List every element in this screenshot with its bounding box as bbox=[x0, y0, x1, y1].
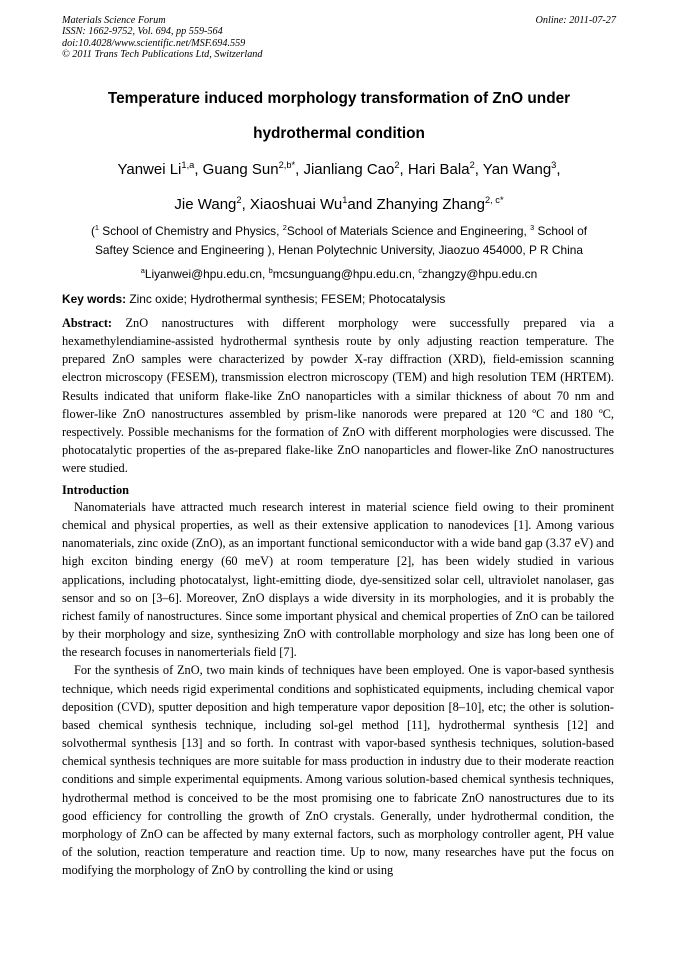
introduction-body bbox=[62, 498, 614, 879]
author-affiliation-mark: 3 bbox=[551, 159, 557, 170]
email-mark: b bbox=[268, 265, 273, 275]
doi-line: doi:10.4028/www.scientific.net/MSF.694.559 bbox=[62, 37, 246, 49]
author-name: Jie Wang bbox=[174, 196, 237, 213]
author-affiliation-mark: 1 bbox=[342, 194, 348, 205]
author-affiliation-mark: 2 bbox=[236, 194, 242, 205]
author-name: , Hari Bala bbox=[399, 161, 470, 178]
author-name: Yanwei Li bbox=[117, 161, 182, 178]
author-name: and Zhanying Zhang bbox=[347, 196, 485, 213]
issn-line: ISSN: 1662-9752, Vol. 694, pp 559-564 bbox=[62, 26, 223, 38]
introduction-paragraph-1: Nanomaterials have attracted much research interest in material science field owing to their prominent chemical and physical properties, as well as their extensive application to nanodevices [1]. Among various nanomaterials, zinc oxide (ZnO), as an important functional semiconductor with a wide band gap (3.37 eV) and high exciton binding energy (60 meV) at room temperature [2], has been widely studied in various applications, including photocatalyst, light-emitting diode, dye-sensitized solar cell, ultraviolet nanolaser, gas sensor and so on [3–6]. Moreover, ZnO displays a wide diversity in its morphologies, and it is probably the richest family of nanostructures. Since some important physical and chemical properties of ZnO can be tailored by their morphology and size, synthesizing ZnO with controllable morphology and size has long been one of the research focuses in nanomerterials field [7]. bbox=[62, 500, 614, 660]
author-affiliation-mark: 2 bbox=[394, 159, 400, 170]
affiliation-line-1 bbox=[40, 224, 638, 238]
abstract-label: Abstract: bbox=[62, 316, 113, 330]
affiliation-text: School of Chemistry and Physics, bbox=[99, 224, 283, 238]
email-mark: a bbox=[140, 265, 145, 275]
affiliation-mark: 1 bbox=[94, 222, 99, 232]
email-address: mcsunguang@hpu.edu.cn, bbox=[272, 267, 419, 281]
email-address: Liyanwei@hpu.edu.cn, bbox=[144, 267, 269, 281]
author-name: , Yan Wang bbox=[474, 161, 552, 178]
author-affiliation-mark: 2, c* bbox=[484, 194, 504, 205]
copyright-line: © 2011 Trans Tech Publications Ltd, Switzerland bbox=[62, 49, 263, 61]
abstract-text: ZnO nanostructures with different morphology were successfully prepared via a hexamethylendiamine-assisted hydrothermal synthesis route by only adjusting reaction temperature. The prepared ZnO samples were characterized by powder X-ray diffraction (XRD), field-emission scanning electron microscopy (FESEM), transmission electron microscopy (TEM) and high resolution TEM (HRTEM). Results indicated that uniform flake-like ZnO nanoparticles with a similar thickness of about 70 nm and flower-like ZnO nanostructures assembled by prism-like nanorods were prepared at 120 ºC and 180 ºC, respectively. Possible mechanisms for the formation of ZnO with different morphologies were discussed. The photocatalytic properties of the as-prepared flake-like ZnO nanoparticles and flower-like ZnO nanostructures were studied. bbox=[62, 316, 614, 476]
email-address: zhangzy@hpu.edu.cn bbox=[422, 267, 538, 281]
affiliation-text: School of bbox=[534, 224, 588, 238]
author-line-2 bbox=[40, 196, 638, 214]
keywords-label: Key words: bbox=[62, 292, 127, 306]
keywords-text: Zinc oxide; Hydrothermal synthesis; FESEM; Photocatalysis bbox=[126, 292, 446, 306]
journal-name: Materials Science Forum bbox=[62, 15, 166, 26]
keywords bbox=[62, 292, 618, 306]
paper-title-line-1: Temperature induced morphology transformation of ZnO under bbox=[107, 90, 571, 107]
author-name: , Guang Sun bbox=[194, 161, 279, 178]
introduction-paragraph-2: For the synthesis of ZnO, two main kinds of techniques have been employed. One is vapor-based synthesis technique, which needs rigid experimental conditions and sophisticated equipments, including chemical vapor deposition (CVD), sputter deposition and high temperature vapor deposition [8–10], etc; the other is solution-based chemical synthesis technique, including sol-gel method [11], hydrothermal synthesis [12] and solvothermal synthesis [13] and so forth. In contrast with vapor-based synthesis techniques, solution-based chemical synthesis techniques are more suitable for mass production in industry due to their moderate reaction conditions and simple experimental equipments. Among various solution-based chemical synthesis techniques, hydrothermal method is conceived to be the most promising one to fabricate ZnO nanostructures due to its good efficiency for controlling the growth of ZnO crystals. Generally, under hydrothermal condition, the morphology of ZnO can be affected by many external factors, such as morphology controller agent, PH value of the solution, reaction temperature and reaction time. Up to now, many researches have put the focus on modifying the morphology of ZnO by controlling the kind or using bbox=[62, 663, 614, 878]
author-name: , Jianliang Cao bbox=[295, 161, 395, 178]
online-date: Online: 2011-07-27 bbox=[535, 15, 616, 26]
author-affiliation-mark: 1,a bbox=[181, 159, 195, 170]
affiliation-paren: ( bbox=[90, 224, 95, 238]
section-heading-introduction: Introduction bbox=[62, 483, 129, 497]
author-affiliation-mark: 2,b* bbox=[278, 159, 296, 170]
email-line bbox=[40, 267, 638, 281]
abstract bbox=[62, 314, 614, 477]
author-line-1: Yanwei Li$^{1,a}$, Guang Sun$^{2,b*}$, Jianliang Cao$^2$, Hari Bala$^2$, Yan Wang$^3$, bbox=[117, 159, 561, 178]
affiliation-mark: 2 bbox=[282, 222, 287, 232]
affiliation-line-2: Saftey Science and Engineering ), Henan Polytechnic University, Jiaozuo 454000, P R China bbox=[94, 243, 584, 257]
affiliation-text: School of Materials Science and Engineering, bbox=[286, 224, 531, 238]
affiliation-mark: 3 bbox=[530, 222, 535, 232]
paper-title-line-2: hydrothermal condition bbox=[253, 125, 425, 142]
author-affiliation-mark: 2 bbox=[469, 159, 475, 170]
author-name: , Xiaoshuai Wu bbox=[241, 196, 343, 213]
email-mark: c bbox=[418, 265, 423, 275]
journal-header bbox=[62, 15, 616, 61]
